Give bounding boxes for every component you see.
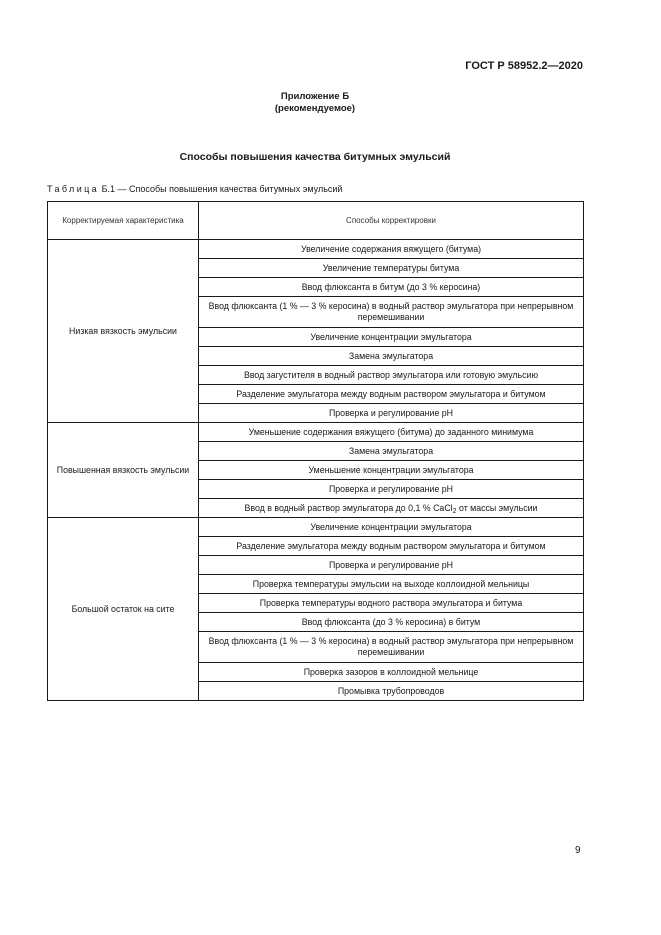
table-caption-label: Таблица bbox=[47, 184, 100, 194]
method-cell: Увеличение содержания вяжущего (битума) bbox=[199, 240, 584, 259]
method-cell: Проверка температуры эмульсии на выходе коллоидной мельницы bbox=[199, 575, 584, 594]
method-cell-cacl2 bbox=[199, 499, 584, 518]
standard-number: ГОСТ Р 58952.2—2020 bbox=[465, 60, 583, 72]
method-cell: Ввод флюксанта в битум (до 3 % керосина) bbox=[199, 278, 584, 297]
method-cell: Проверка и регулирование pH bbox=[199, 556, 584, 575]
page-number: 9 bbox=[575, 845, 581, 856]
method-cell: Увеличение концентрации эмульгатора bbox=[199, 518, 584, 537]
category-sieve-residue: Большой остаток на сите bbox=[48, 518, 199, 701]
method-text-after: от массы эмульсии bbox=[456, 502, 538, 513]
method-cell: Ввод флюксанта (до 3 % керосина) в битум bbox=[199, 613, 584, 632]
method-cell: Проверка зазоров в коллоидной мельнице bbox=[199, 663, 584, 682]
category-high-viscosity: Повышенная вязкость эмульсии bbox=[48, 423, 199, 518]
method-cell: Замена эмульгатора bbox=[199, 347, 584, 366]
subscript-2: 2 bbox=[452, 507, 457, 515]
header-methods: Способы корректировки bbox=[199, 202, 584, 240]
method-cell: Увеличение концентрации эмульгатора bbox=[199, 328, 584, 347]
table-header-row bbox=[48, 202, 584, 240]
table-caption bbox=[47, 184, 342, 194]
appendix-note: (рекомендуемое) bbox=[274, 103, 356, 114]
table-row bbox=[48, 240, 584, 259]
methods-table bbox=[47, 201, 584, 701]
table-row bbox=[48, 518, 584, 537]
method-cell: Замена эмульгатора bbox=[199, 442, 584, 461]
method-text-before: Ввод в водный раствор эмульгатора до 0,1 % CaCl bbox=[244, 502, 453, 513]
method-cell: Разделение эмульгатора между водным раствором эмульгатора и битумом bbox=[199, 385, 584, 404]
method-cell: Проверка температуры водного раствора эмульгатора и битума bbox=[199, 594, 584, 613]
method-cell: Проверка и регулирование pH bbox=[199, 404, 584, 423]
method-cell: Разделение эмульгатора между водным раствором эмульгатора и битумом bbox=[199, 537, 584, 556]
header-characteristic: Корректируемая характеристика bbox=[48, 202, 199, 240]
method-cell: Уменьшение содержания вяжущего (битума) до заданного минимума bbox=[199, 423, 584, 442]
appendix-heading bbox=[0, 91, 630, 115]
method-cell: Увеличение температуры битума bbox=[199, 259, 584, 278]
method-cell: Промывка трубопроводов bbox=[199, 682, 584, 701]
table-caption-number: Б.1 bbox=[101, 184, 116, 194]
table-caption-text: — Способы повышения качества битумных эмульсий bbox=[117, 184, 343, 194]
category-low-viscosity: Низкая вязкость эмульсии bbox=[48, 240, 199, 423]
method-cell: Уменьшение концентрации эмульгатора bbox=[199, 461, 584, 480]
method-cell: Ввод флюксанта (1 % — 3 % керосина) в водный раствор эмульгатора при непрерывном перемешивании bbox=[199, 632, 584, 663]
appendix-title: Приложение Б bbox=[280, 91, 350, 102]
table-row bbox=[48, 423, 584, 442]
method-cell: Проверка и регулирование pH bbox=[199, 480, 584, 499]
section-title: Способы повышения качества битумных эмульсий bbox=[179, 151, 451, 163]
method-cell: Ввод флюксанта (1 % — 3 % керосина) в водный раствор эмульгатора при непрерывном перемешивании bbox=[199, 297, 584, 328]
method-cell: Ввод загустителя в водный раствор эмульгатора или готовую эмульсию bbox=[199, 366, 584, 385]
